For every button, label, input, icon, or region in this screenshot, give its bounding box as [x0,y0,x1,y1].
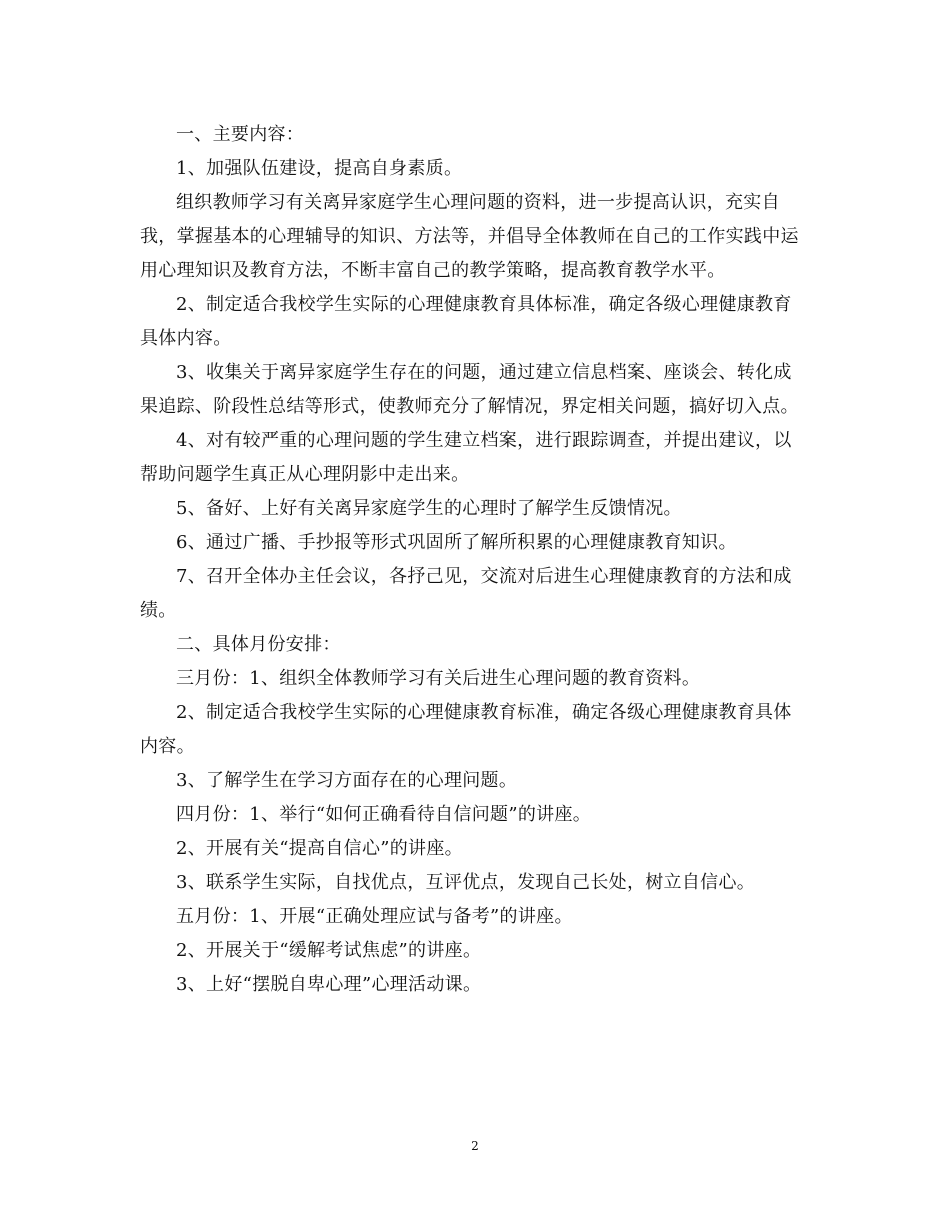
paragraph: 五月份：1、开展“正确处理应试与备考”的讲座。 [176,906,573,927]
paragraph: 3、上好“摆脱自卑心理”心理活动课。 [176,974,482,995]
paragraph: 5、备好、上好有关离异家庭学生的心理时了解学生反馈情况。 [176,498,682,519]
paragraph: 6、通过广播、手抄报等形式巩固所了解所积累的心理健康教育知识。 [176,532,737,553]
section-heading-main-content: 一、主要内容： [176,124,305,145]
paragraph: 四月份：1、举行“如何正确看待自信问题”的讲座。 [176,804,592,825]
paragraph: 7、召开全体办主任会议，各抒己见，交流对后进生心理健康教育的方法和成绩。 [140,566,792,621]
paragraph: 2、开展有关“提高自信心”的讲座。 [176,838,463,859]
page-number: 2 [471,1139,479,1153]
paragraph: 2、开展关于“缓解考试焦虑”的讲座。 [176,940,482,961]
document-body [140,118,806,1002]
section-heading-monthly-schedule: 二、具体月份安排： [176,634,341,655]
paragraph: 1、加强队伍建设，提高自身素质。 [176,158,463,179]
paragraph: 三月份：1、组织全体教师学习有关后进生心理问题的教育资料。 [176,668,701,689]
paragraph: 4、对有较严重的心理问题的学生建立档案，进行跟踪调查，并提出建议，以帮助问题学生真正从心理阴影中走出来。 [140,430,792,485]
paragraph: 3、联系学生实际，自找优点，互评优点，发现自己长处，树立自信心。 [176,872,756,893]
paragraph: 2、制定适合我校学生实际的心理健康教育具体标准，确定各级心理健康教育具体内容。 [140,294,792,349]
paragraph: 3、了解学生在学习方面存在的心理问题。 [176,770,518,791]
paragraph: 组织教师学习有关离异家庭学生心理问题的资料，进一步提高认识，充实自我，掌握基本的心理辅导的知识、方法等，并倡导全体教师在自己的工作实践中运用心理知识及教育方法，不断丰富自己的教学策略，提高教育教学水平。 [140,192,799,281]
paragraph: 2、制定适合我校学生实际的心理健康教育标准，确定各级心理健康教育具体内容。 [140,702,792,757]
paragraph: 3、收集关于离异家庭学生存在的问题，通过建立信息档案、座谈会、转化成果追踪、阶段性总结等形式，使教师充分了解情况，界定相关问题，搞好切入点。 [140,362,799,417]
